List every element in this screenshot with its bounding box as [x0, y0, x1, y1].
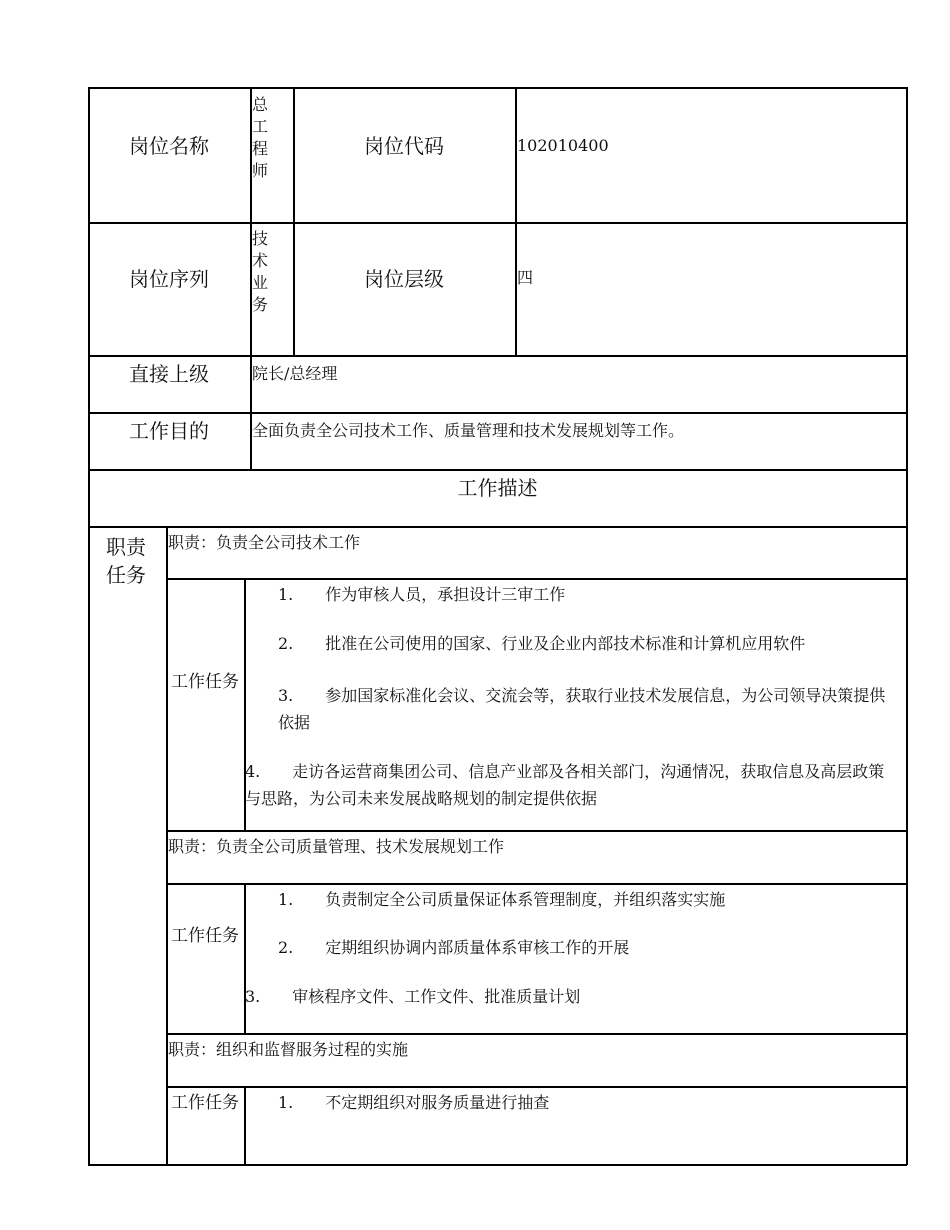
row-divider: [88, 526, 907, 528]
col-divider: [244, 1086, 246, 1165]
col-divider: [515, 87, 517, 356]
row-divider: [88, 469, 907, 471]
description-title: 工作描述: [457, 476, 538, 500]
border-right: [906, 87, 908, 1165]
task-item: 2. 批准在公司使用的国家、行业及企业内部技术标准和计算机应用软件: [278, 634, 806, 653]
post-code-value: 102010400: [517, 136, 609, 155]
row-divider: [166, 578, 907, 580]
post-name-label: 岗位名称: [129, 134, 209, 158]
duty-title: 职责：负责全公司质量管理、技术发展规划工作: [168, 837, 505, 856]
task-item: 1. 作为审核人员，承担设计三审工作: [278, 585, 566, 604]
post-level-value: 四: [517, 268, 534, 287]
task-item: 2. 定期组织协调内部质量体系审核工作的开展: [278, 938, 630, 957]
duty-title: 职责：组织和监督服务过程的实施: [168, 1040, 409, 1059]
row-divider: [88, 222, 907, 224]
row-divider: [166, 830, 907, 832]
row-divider: [88, 412, 907, 414]
task-label: 工作任务: [171, 672, 239, 692]
purpose-label: 工作目的: [129, 419, 209, 443]
task-item: 1. 不定期组织对服务质量进行抽查: [278, 1093, 550, 1112]
border-bottom: [88, 1164, 907, 1166]
post-code-label: 岗位代码: [364, 134, 444, 158]
purpose-value: 全面负责全公司技术工作、质量管理和技术发展规划等工作。: [252, 421, 685, 440]
superior-value: 院长/总经理: [252, 364, 338, 383]
task-item: 3. 审核程序文件、工作文件、批准质量计划: [245, 987, 581, 1006]
task-item: 1. 负责制定全公司质量保证体系管理制度，并组织落实实施: [278, 890, 726, 909]
row-divider: [88, 355, 907, 357]
duty-title: 职责：负责全公司技术工作: [168, 533, 361, 552]
row-divider: [166, 1086, 907, 1088]
post-level-label: 岗位层级: [364, 267, 444, 291]
col-divider: [293, 87, 295, 356]
border-left: [88, 87, 90, 1165]
superior-label: 直接上级: [129, 362, 209, 386]
row-divider: [166, 883, 907, 885]
border-top: [88, 87, 907, 89]
task-item: 3. 参加国家标准化会议、交流会等，获取行业技术发展信息，为公司领导决策提供依据: [278, 686, 886, 732]
post-seq-value: 技术业务: [252, 229, 269, 314]
row-divider: [166, 1033, 907, 1035]
col-divider: [244, 883, 246, 1034]
task-label: 工作任务: [171, 1093, 239, 1113]
duties-label: 职责任务: [106, 535, 146, 587]
post-name-value: 总工程师: [252, 95, 269, 180]
task-item: 4. 走访各运营商集团公司、信息产业部及各相关部门，沟通情况，获取信息及高层政策与思路，为公司未来发展战略规划的制定提供依据: [245, 762, 885, 808]
post-seq-label: 岗位序列: [129, 267, 209, 291]
task-label: 工作任务: [171, 926, 239, 946]
